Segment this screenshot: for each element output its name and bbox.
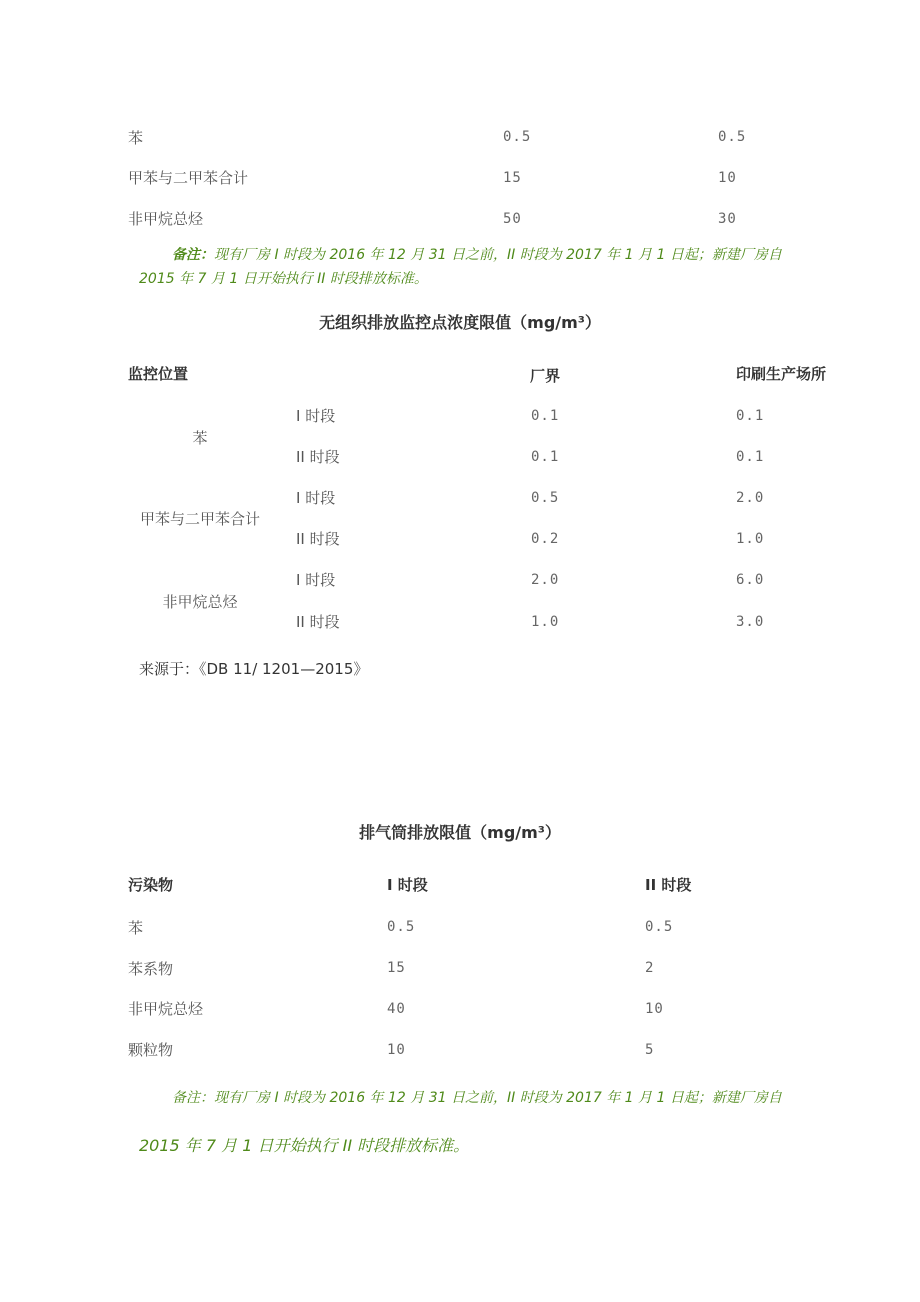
t1-row1-name: 苯 bbox=[128, 129, 144, 147]
t1-note-label: 备注： bbox=[172, 247, 214, 263]
t2-g3-r1-site: 6.0 bbox=[736, 572, 765, 588]
t2-g2-r1-boundary: 0.5 bbox=[531, 490, 560, 506]
t3-row2-v1: 15 bbox=[387, 960, 406, 976]
t1-row1-v2: 0.5 bbox=[718, 129, 747, 145]
t3-row1-name: 苯 bbox=[128, 919, 144, 937]
t3-row4-name: 颗粒物 bbox=[128, 1041, 174, 1059]
t2-header-site: 印刷生产场所 bbox=[736, 365, 827, 383]
t3-row4-v2: 5 bbox=[645, 1042, 655, 1058]
t3-row1-v2: 0.5 bbox=[645, 919, 674, 935]
t1-row2-v1: 15 bbox=[503, 170, 522, 186]
t2-g3-r2-period: II 时段 bbox=[296, 613, 340, 631]
t2-g3-r1-period: I 时段 bbox=[296, 571, 336, 589]
t1-row3-v1: 50 bbox=[503, 211, 522, 227]
t2-g1-r1-period: I 时段 bbox=[296, 407, 336, 425]
t2-g1-r1-site: 0.1 bbox=[736, 408, 765, 424]
t3-note-line2: 2015 年 7 月 1 日开始执行 II 时段排放标准。 bbox=[139, 1136, 470, 1155]
t2-g3-r2-boundary: 1.0 bbox=[531, 614, 560, 630]
t1-row2-v2: 10 bbox=[718, 170, 737, 186]
t3-header-p2: II 时段 bbox=[645, 876, 692, 894]
t2-g1-r2-boundary: 0.1 bbox=[531, 449, 560, 465]
t1-row2-name: 甲苯与二甲苯合计 bbox=[128, 169, 249, 187]
t3-note-line1: 备注：现有厂房 I 时段为 2016 年 12 月 31 日之前，II 时段为 2017 年 1 月 1 日起；新建厂房自 bbox=[172, 1090, 782, 1106]
t1-note-line2: 2015 年 7 月 1 日开始执行 II 时段排放标准。 bbox=[139, 271, 428, 287]
t2-source: 来源于：《DB 11/ 1201—2015》 bbox=[139, 660, 369, 678]
t3-row1-v1: 0.5 bbox=[387, 919, 416, 935]
t1-note-text: 现有厂房 I 时段为 2016 年 12 月 31 日之前，II 时段为 2017 年 1 月 1 日起；新建厂房自 bbox=[214, 247, 782, 263]
t2-title: 无组织排放监控点浓度限值（mg/m³） bbox=[319, 313, 601, 332]
t3-header-pollutant: 污染物 bbox=[128, 876, 174, 894]
t2-group3-name: 非甲烷总烃 bbox=[162, 593, 238, 611]
t2-g3-r2-site: 3.0 bbox=[736, 614, 765, 630]
t2-header-location: 监控位置 bbox=[128, 365, 189, 383]
t2-g2-r2-period: II 时段 bbox=[296, 530, 340, 548]
t3-row3-v2: 10 bbox=[645, 1001, 664, 1017]
t2-g3-r1-boundary: 2.0 bbox=[531, 572, 560, 588]
t2-group1-name: 苯 bbox=[192, 429, 208, 447]
t1-note-line1 bbox=[172, 244, 782, 264]
t3-row3-name: 非甲烷总烃 bbox=[128, 1000, 204, 1018]
t3-row4-v1: 10 bbox=[387, 1042, 406, 1058]
t1-row3-name: 非甲烷总烃 bbox=[128, 210, 204, 228]
t2-g2-r1-period: I 时段 bbox=[296, 489, 336, 507]
t2-g2-r1-site: 2.0 bbox=[736, 490, 765, 506]
t2-g2-r2-site: 1.0 bbox=[736, 531, 765, 547]
t3-row2-v2: 2 bbox=[645, 960, 655, 976]
t2-g1-r2-period: II 时段 bbox=[296, 448, 340, 466]
t2-g2-r2-boundary: 0.2 bbox=[531, 531, 560, 547]
t2-header-boundary: 厂界 bbox=[530, 367, 561, 385]
t3-row2-name: 苯系物 bbox=[128, 960, 174, 978]
t3-header-p1: I 时段 bbox=[387, 876, 428, 894]
t2-g1-r2-site: 0.1 bbox=[736, 449, 765, 465]
t2-group2-name: 甲苯与二甲苯合计 bbox=[139, 510, 260, 528]
t1-row3-v2: 30 bbox=[718, 211, 737, 227]
t3-title: 排气筒排放限值（mg/m³） bbox=[359, 823, 561, 842]
t3-row3-v1: 40 bbox=[387, 1001, 406, 1017]
t2-g1-r1-boundary: 0.1 bbox=[531, 408, 560, 424]
t1-row1-v1: 0.5 bbox=[503, 129, 532, 145]
